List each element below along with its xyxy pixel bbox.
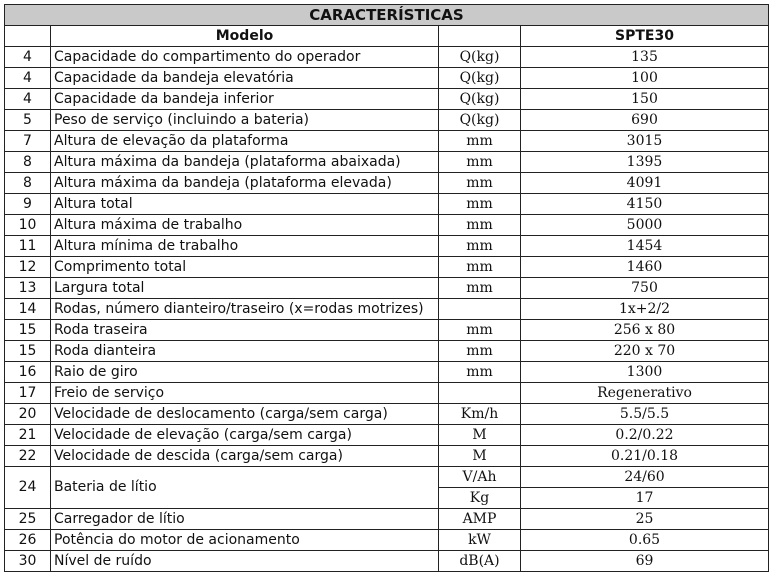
row-number: 26 [5, 530, 51, 551]
row-value: 1454 [521, 236, 769, 257]
row-value: 256 x 80 [521, 320, 769, 341]
row-unit: mm [439, 152, 521, 173]
row-number: 16 [5, 362, 51, 383]
row-value: 690 [521, 110, 769, 131]
row-description: Altura total [51, 194, 439, 215]
row-value: 1300 [521, 362, 769, 383]
row-unit: mm [439, 257, 521, 278]
header-model-label: Modelo [51, 26, 439, 47]
row-unit: M [439, 425, 521, 446]
row-unit: V/Ah [439, 467, 521, 488]
row-description: Roda dianteira [51, 341, 439, 362]
row-value: 0.21/0.18 [521, 446, 769, 467]
row-description: Nível de ruído [51, 551, 439, 572]
row-value: 24/60 [521, 467, 769, 488]
table-row [5, 68, 769, 89]
row-description: Velocidade de deslocamento (carga/sem carga) [51, 404, 439, 425]
row-number: 8 [5, 173, 51, 194]
row-value: 0.65 [521, 530, 769, 551]
table-row [5, 299, 769, 320]
table-title: CARACTERÍSTICAS [5, 5, 769, 26]
row-number: 4 [5, 47, 51, 68]
row-unit: mm [439, 362, 521, 383]
row-value: Regenerativo [521, 383, 769, 404]
row-value: 0.2/0.22 [521, 425, 769, 446]
table-row [5, 509, 769, 530]
header-unit-cell [439, 26, 521, 47]
row-description: Rodas, número dianteiro/traseiro (x=rodas motrizes) [51, 299, 439, 320]
row-unit: mm [439, 278, 521, 299]
row-number: 14 [5, 299, 51, 320]
row-description: Capacidade da bandeja elevatória [51, 68, 439, 89]
row-value: 5000 [521, 215, 769, 236]
row-value: 69 [521, 551, 769, 572]
row-unit: Q(kg) [439, 110, 521, 131]
row-description: Comprimento total [51, 257, 439, 278]
row-description: Bateria de lítio [51, 467, 439, 509]
row-number: 5 [5, 110, 51, 131]
row-description: Altura máxima de trabalho [51, 215, 439, 236]
table-row [5, 425, 769, 446]
row-unit: mm [439, 215, 521, 236]
row-description: Roda traseira [51, 320, 439, 341]
table-row [5, 383, 769, 404]
row-unit: mm [439, 194, 521, 215]
row-unit: Q(kg) [439, 68, 521, 89]
row-number: 4 [5, 68, 51, 89]
row-unit: mm [439, 173, 521, 194]
row-value: 3015 [521, 131, 769, 152]
row-description: Peso de serviço (incluindo a bateria) [51, 110, 439, 131]
row-number: 13 [5, 278, 51, 299]
row-unit [439, 383, 521, 404]
row-unit: Km/h [439, 404, 521, 425]
row-unit: mm [439, 341, 521, 362]
row-value: 1x+2/2 [521, 299, 769, 320]
table-row [5, 152, 769, 173]
row-number: 12 [5, 257, 51, 278]
table-row [5, 404, 769, 425]
row-number: 20 [5, 404, 51, 425]
row-value: 100 [521, 68, 769, 89]
table-row [5, 257, 769, 278]
row-description: Largura total [51, 278, 439, 299]
table-row [5, 236, 769, 257]
row-value: 150 [521, 89, 769, 110]
table-row [5, 47, 769, 68]
row-number: 9 [5, 194, 51, 215]
spec-sheet [4, 4, 768, 572]
row-unit: mm [439, 320, 521, 341]
table-row [5, 194, 769, 215]
table-row [5, 530, 769, 551]
table-row [5, 110, 769, 131]
row-unit: Kg [439, 488, 521, 509]
table-row [5, 446, 769, 467]
row-value: 220 x 70 [521, 341, 769, 362]
row-description: Capacidade da bandeja inferior [51, 89, 439, 110]
row-description: Velocidade de elevação (carga/sem carga) [51, 425, 439, 446]
row-unit: Q(kg) [439, 47, 521, 68]
table-row [5, 362, 769, 383]
row-number: 21 [5, 425, 51, 446]
row-value: 17 [521, 488, 769, 509]
row-number: 8 [5, 152, 51, 173]
row-description: Altura máxima da bandeja (plataforma abaixada) [51, 152, 439, 173]
row-number: 15 [5, 341, 51, 362]
row-unit: kW [439, 530, 521, 551]
row-description: Altura máxima da bandeja (plataforma elevada) [51, 173, 439, 194]
header-model-name: SPTE30 [521, 26, 769, 47]
table-row [5, 215, 769, 236]
row-value: 5.5/5.5 [521, 404, 769, 425]
table-row [5, 131, 769, 152]
table-row [5, 551, 769, 572]
row-description: Raio de giro [51, 362, 439, 383]
row-unit: mm [439, 236, 521, 257]
table-row-battery [5, 467, 769, 488]
row-description: Potência do motor de acionamento [51, 530, 439, 551]
row-description: Freio de serviço [51, 383, 439, 404]
row-description: Altura mínima de trabalho [51, 236, 439, 257]
row-unit: dB(A) [439, 551, 521, 572]
row-number: 25 [5, 509, 51, 530]
row-value: 25 [521, 509, 769, 530]
row-description: Altura de elevação da plataforma [51, 131, 439, 152]
row-value: 4091 [521, 173, 769, 194]
table-row [5, 320, 769, 341]
row-number: 22 [5, 446, 51, 467]
row-number: 11 [5, 236, 51, 257]
row-value: 1395 [521, 152, 769, 173]
row-number: 24 [5, 467, 51, 509]
table-row [5, 89, 769, 110]
title-row [5, 5, 769, 26]
row-unit: AMP [439, 509, 521, 530]
row-number: 17 [5, 383, 51, 404]
row-number: 15 [5, 320, 51, 341]
row-unit: mm [439, 131, 521, 152]
row-number: 7 [5, 131, 51, 152]
row-unit: Q(kg) [439, 89, 521, 110]
row-value: 1460 [521, 257, 769, 278]
row-description: Velocidade de descida (carga/sem carga) [51, 446, 439, 467]
table-row [5, 173, 769, 194]
row-description: Carregador de lítio [51, 509, 439, 530]
spec-table [4, 4, 769, 572]
row-number: 4 [5, 89, 51, 110]
row-number: 10 [5, 215, 51, 236]
row-value: 4150 [521, 194, 769, 215]
header-row [5, 26, 769, 47]
header-num-cell [5, 26, 51, 47]
table-row [5, 278, 769, 299]
row-number: 30 [5, 551, 51, 572]
row-description: Capacidade do compartimento do operador [51, 47, 439, 68]
row-unit: M [439, 446, 521, 467]
row-value: 750 [521, 278, 769, 299]
row-unit [439, 299, 521, 320]
row-value: 135 [521, 47, 769, 68]
table-row [5, 341, 769, 362]
